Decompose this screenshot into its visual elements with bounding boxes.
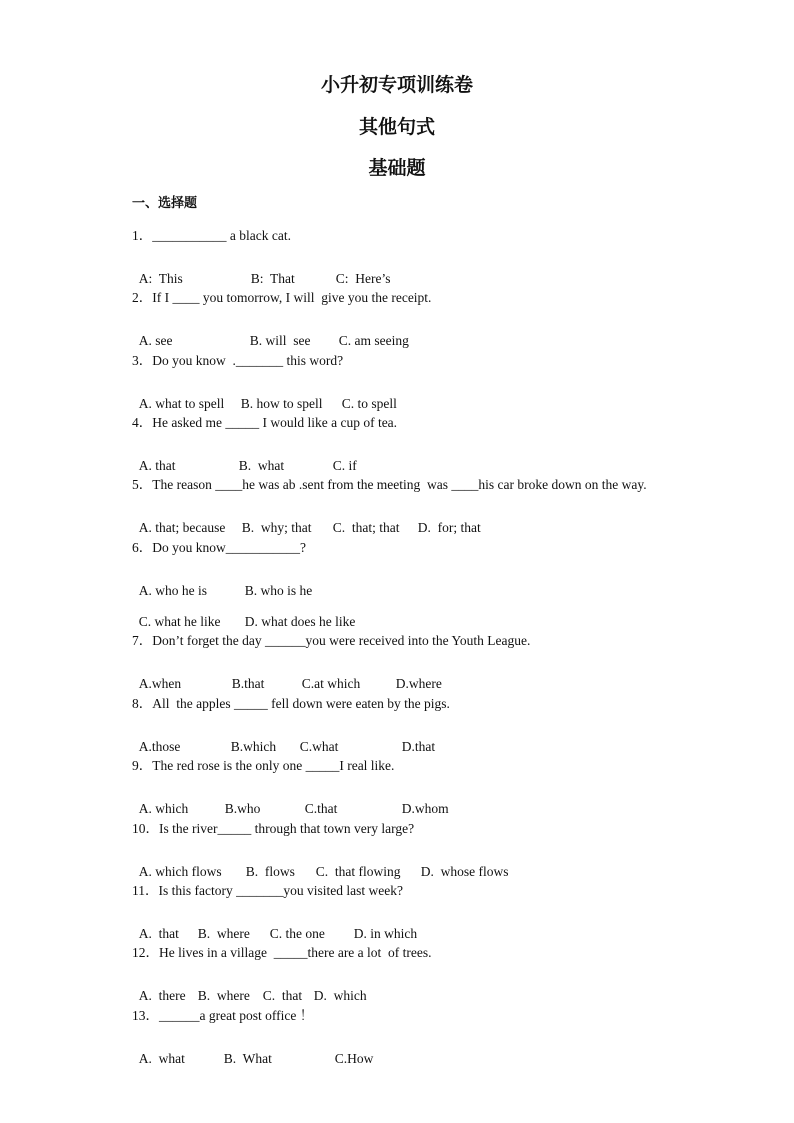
option: C. that; that [332,520,400,535]
option: B.which [230,739,277,754]
option: B. who is he [244,583,313,598]
option: A. what to spell [138,396,225,411]
option: C. that flowing [315,864,401,879]
option: D. whose flows [420,864,509,879]
question-stem: 6．Do you know___________? [132,540,306,555]
option: A. which flows [138,864,222,879]
option: B. will see [249,333,311,348]
answer-options [132,255,391,287]
option: B. where [197,988,250,1003]
option: A.those [138,739,181,754]
option: B: That [250,271,295,286]
option: C. if [332,458,357,473]
question-stem: 3．Do you know ._______ this word? [132,353,344,368]
option: D.whom [401,801,449,816]
option: B. What [223,1051,272,1066]
option: C.at which [301,676,361,691]
answer-options [132,442,357,474]
answer-options [132,972,367,1004]
option: B. why; that [241,520,312,535]
option: C. the one [269,926,325,941]
answer-options [132,785,449,817]
answer-options [132,317,409,349]
answer-options [132,380,397,412]
option: A. who he is [138,583,207,598]
answer-options [132,567,312,599]
option: C.what [299,739,339,754]
question-stem: 12．He lives in a village _____there are a lot of trees. [132,945,432,960]
option: D. which [313,988,367,1003]
question-stem: 10．Is the river_____ through that town very large? [132,821,415,836]
difficulty-level: 基础题 [368,157,426,179]
option: A. which [138,801,189,816]
option: C. am seeing [338,333,409,348]
answer-options [132,1035,373,1067]
option: C.that [304,801,338,816]
option: C: Here’s [335,271,391,286]
option: D. what does he like [244,614,356,629]
option: C.How [334,1051,374,1066]
option: C. to spell [341,396,397,411]
answer-options [132,660,442,692]
option: B. how to spell [240,396,323,411]
section-heading: 一、选择题 [132,196,198,211]
option: A: This [138,271,183,286]
option: B. where [197,926,250,941]
question-stem: 13．______a great post office ！ [132,1008,314,1023]
option: A. see [138,333,173,348]
question-stem: 11．Is this factory _______you visited last week? [132,883,403,898]
answer-options [132,910,417,942]
option: A. that [138,458,176,473]
question-stem: 4．He asked me _____ I would like a cup of tea. [132,415,398,430]
option: C. what he like [138,614,221,629]
option: A.when [138,676,182,691]
option: A. what [138,1051,185,1066]
option: B.that [231,676,265,691]
paper-subtitle: 其他句式 [358,116,435,138]
option: D. for; that [417,520,481,535]
option: D.where [395,676,442,691]
option: D.that [401,739,436,754]
answer-options [132,598,355,630]
question-stem: 2．If I ____ you tomorrow, I will give you the receipt. [132,290,432,305]
option: A. that [138,926,179,941]
option: D. in which [353,926,418,941]
question-stem: 1．___________ a black cat. [132,228,291,243]
question-stem: 9．The red rose is the only one _____I real like. [132,758,395,773]
option: B. flows [245,864,295,879]
answer-options [132,723,435,755]
question-stem: 5．The reason ____he was ab .sent from the meeting was ____his car broke down on the way. [132,477,647,492]
answer-options [132,504,481,536]
answer-options [132,848,509,880]
option: A. there [138,988,186,1003]
option: C. that [262,988,303,1003]
option: A. that; because [138,520,226,535]
paper-title: 小升初专项训练卷 [320,74,473,96]
option: B.who [224,801,261,816]
question-stem: 8．All the apples _____ fell down were eaten by the pigs. [132,696,450,711]
option: B. what [238,458,285,473]
question-stem: 7．Don’t forget the day ______you were received into the Youth League. [132,633,531,648]
